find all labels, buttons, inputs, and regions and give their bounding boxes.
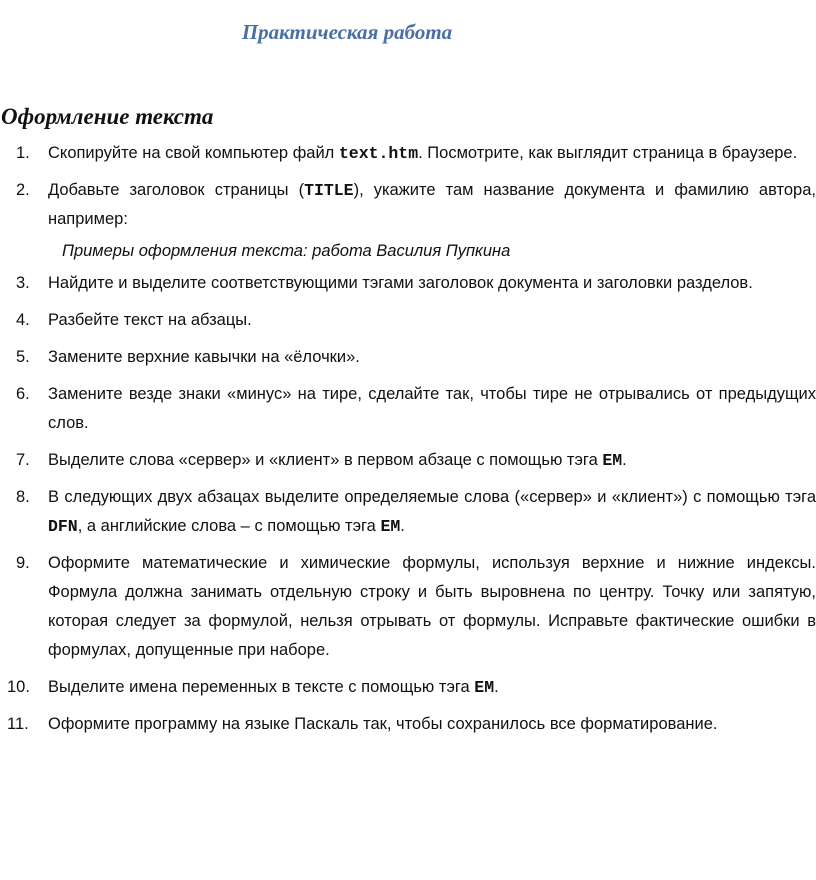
list-item	[0, 446, 816, 475]
item-text: Замените верхние кавычки на «ёлочки».	[48, 348, 360, 366]
item-text: В следующих двух абзацах выделите определяемые слова («сервер» и «клиент») с помощью тэга	[48, 488, 816, 506]
task-list	[0, 139, 816, 739]
item-number: 11.	[7, 715, 29, 733]
list-item	[0, 306, 816, 335]
item-number: 9.	[16, 554, 30, 572]
list-item	[0, 176, 816, 234]
list-item	[0, 343, 816, 372]
item-code: TITLE	[304, 181, 354, 200]
item-code: EM	[474, 678, 495, 697]
item-text: Замените везде знаки «минус» на тире, сделайте так, чтобы тире не отрывались от предыдущих слов.	[48, 385, 816, 432]
item-text: Добавьте заголовок страницы (	[48, 181, 305, 199]
item-number: 7.	[16, 451, 30, 469]
item-number: 2.	[16, 181, 30, 199]
item-text: . Посмотрите, как выглядит страница в браузере.	[418, 144, 798, 162]
item-text: .	[400, 517, 405, 535]
item-number: 8.	[16, 488, 30, 506]
item-number: 4.	[16, 311, 30, 329]
example-text: Примеры оформления текста: работа Василия Пупкина	[62, 242, 511, 260]
item-number: 6.	[16, 385, 30, 403]
item-text: Выделите слова «сервер» и «клиент» в первом абзаце с помощью тэга	[48, 451, 603, 469]
list-item	[0, 549, 816, 665]
list-item	[0, 673, 816, 702]
item-number: 10.	[7, 678, 30, 696]
page-title: Практическая работа	[241, 20, 453, 44]
item-text: Оформите программу на языке Паскаль так, чтобы сохранилось все форматирование.	[48, 715, 718, 733]
item-code: EM	[380, 517, 401, 536]
list-item	[0, 139, 816, 168]
list-item	[0, 710, 816, 739]
item-number: 3.	[16, 274, 30, 292]
item-code: text.htm	[338, 144, 419, 163]
list-item	[0, 269, 816, 298]
item-text: Выделите имена переменных в тексте с помощью тэга	[48, 678, 475, 696]
list-item	[0, 380, 816, 438]
item-text: Скопируйте на свой компьютер файл	[48, 144, 339, 162]
list-item	[0, 483, 816, 541]
section-heading: Оформление текста	[1, 104, 214, 129]
item-text: Найдите и выделите соответствующими тэгами заголовок документа и заголовки разделов.	[48, 274, 753, 292]
item-number: 1.	[16, 144, 30, 162]
item-code: EM	[602, 451, 623, 470]
item-code: DFN	[48, 517, 78, 536]
item-text: , а английские слова – с помощью тэга	[77, 517, 381, 535]
item-number: 5.	[16, 348, 30, 366]
item-text: .	[622, 451, 627, 469]
item-text: Разбейте текст на абзацы.	[48, 311, 252, 329]
item-text: ), укажите там название документа и фамилию автора, например:	[48, 181, 816, 228]
item-text: .	[494, 678, 499, 696]
item-text: Оформите математические и химические формулы, используя верхние и нижние индексы. Формула должна занимать отдельную строку и быть выровнена по центру. Точку или запятую, которая следует за формулой, нельзя отрывать от формулы. Исправьте фактические ошибки в формулах, допущенные при наборе.	[48, 554, 816, 659]
